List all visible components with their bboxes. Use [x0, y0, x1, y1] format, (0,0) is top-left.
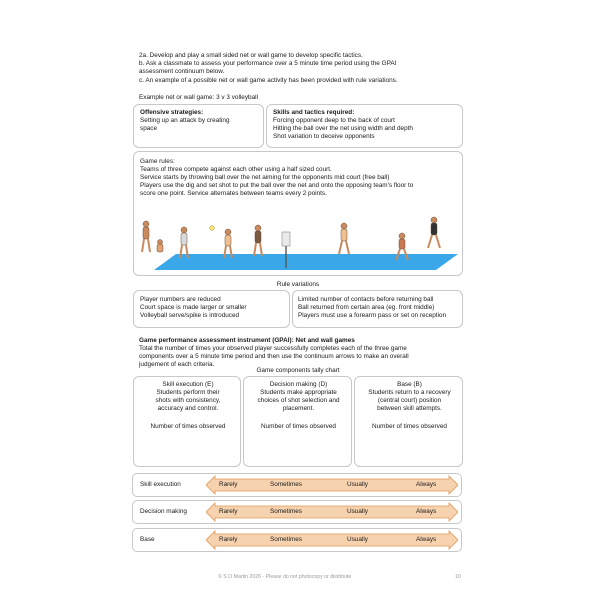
tally-col-decision-making — [243, 376, 352, 467]
offensive-strategies-box — [133, 104, 264, 148]
gpai-line: components over a 5 minute time period and then use the continuum arrows to make an overall — [139, 353, 409, 360]
player-figure — [180, 227, 188, 258]
game-rules-line: Game rules: — [140, 158, 175, 165]
skills-tactics-box — [266, 104, 463, 148]
tally-col-title: Skill execution (E) — [162, 381, 214, 388]
continuum-row-label: Base — [140, 536, 155, 543]
intro-line-b2: assessment continuum below. — [139, 68, 225, 75]
net — [282, 232, 290, 246]
continuum-row-label: Skill execution — [140, 481, 181, 488]
rule-variations-title: Rule variations — [276, 281, 320, 288]
offensive-line: space — [140, 125, 158, 132]
scale-usually[interactable]: Usually — [347, 481, 368, 488]
skills-heading: Skills and tactics required: — [273, 109, 355, 116]
intro-line-a: 2a. Develop and play a small sided net or wall game to develop specific tactics. — [139, 52, 363, 59]
skills-line: Hitting the ball over the net using width and depth — [273, 125, 413, 132]
court-floor — [154, 254, 458, 270]
volleyball-court-illustration — [136, 214, 462, 272]
tally-col-desc: between skill attempts. — [377, 405, 442, 412]
scale-always[interactable]: Always — [416, 481, 437, 488]
tally-col-desc: (central court) position — [377, 397, 442, 404]
tally-col-title: Base (B) — [397, 381, 422, 388]
gpai-line: judgement of each criteria. — [139, 361, 215, 368]
skills-line: Shot variation to deceive opponents — [273, 133, 375, 140]
player-figure — [224, 229, 232, 258]
player-figure — [254, 225, 262, 256]
continuum-row-decision-making — [132, 500, 462, 524]
scale-sometimes[interactable]: Sometimes — [270, 536, 302, 543]
intro-line-b1: b. Ask a classmate to assess your performance over a 5 minute time period using the GPAI — [139, 60, 397, 67]
tally-col-desc: choices of shot selection and — [257, 397, 340, 404]
intro-line-c: c. An example of a possible net or wall game activity has been provided with rule variations. — [139, 77, 398, 84]
offensive-line: Setting up an attack by creating — [140, 117, 230, 124]
tally-col-desc: placement. — [282, 405, 315, 412]
rule-variation-item: Player numbers are reduced — [140, 296, 221, 303]
rule-variation-item: Volleyball serve/spike is introduced — [140, 312, 240, 319]
rule-variation-item: Limited number of contacts before returning ball — [298, 296, 434, 303]
offensive-heading: Offensive strategies: — [140, 109, 204, 116]
page-number: 10 — [455, 574, 461, 580]
game-rules-box — [133, 151, 463, 276]
continuum-row-label: Decision making — [140, 508, 187, 515]
example-label: Example net or wall game: 3 v 3 volleyball — [139, 94, 258, 101]
tally-col-desc: Students make appropriate — [260, 389, 337, 396]
player-figure — [142, 221, 150, 252]
scale-usually[interactable]: Usually — [347, 536, 368, 543]
footer-copyright: © S O Martin 2026 - Please do not photocopy or distribute — [218, 574, 352, 580]
continuum-row-base — [132, 528, 462, 552]
scale-sometimes[interactable]: Sometimes — [270, 481, 302, 488]
player-figure — [428, 217, 440, 248]
tally-count-label[interactable]: Number of times observed — [150, 423, 226, 430]
skills-line: Forcing opponent deep to the back of court — [273, 117, 395, 124]
tally-col-desc: Students return to a recovery — [368, 389, 451, 396]
scale-always[interactable]: Always — [416, 536, 437, 543]
rule-variations-right-box — [292, 290, 463, 328]
tally-col-skill-execution — [133, 376, 241, 467]
tally-col-title: Decision making (D) — [269, 381, 328, 388]
game-rules-line: Teams of three compete against each other using a half sized court. — [140, 166, 332, 173]
tally-count-label[interactable]: Number of times observed — [261, 423, 336, 430]
scale-sometimes[interactable]: Sometimes — [270, 508, 302, 515]
tally-col-desc: Students perform their — [156, 389, 220, 396]
tally-col-base — [354, 376, 463, 467]
player-figure — [339, 223, 349, 254]
scale-rarely[interactable]: Rarely — [219, 481, 238, 488]
tally-col-desc: accuracy and control. — [157, 405, 219, 412]
game-rules-line: Service starts by throwing ball over the net aiming for the opponents mid court (free ball) — [140, 174, 390, 181]
player-figure — [157, 240, 163, 253]
game-rules-line: score one point. Service alternates between teams every 2 points. — [140, 190, 327, 197]
rule-variation-item: Players must use a forearm pass or set on reception — [298, 312, 447, 319]
game-rules-line: Players use the dig and set shot to put the ball over the net and onto the opposing team's floor to — [140, 182, 414, 189]
scale-rarely[interactable]: Rarely — [219, 508, 238, 515]
tally-chart-title: Game components tally chart — [256, 367, 340, 374]
scale-rarely[interactable]: Rarely — [219, 536, 238, 543]
rule-variation-item: Court space is made larger or smaller — [140, 304, 247, 311]
continuum-row-skill-execution — [132, 473, 462, 497]
rule-variation-item: Ball returned from certain area (eg. front middle) — [298, 304, 435, 311]
scale-usually[interactable]: Usually — [347, 508, 368, 515]
scale-always[interactable]: Always — [416, 508, 437, 515]
tally-col-desc: shots with consistency, — [155, 397, 221, 404]
gpai-heading: Game performance assessment instrument (GPAI): Net and wall games — [139, 337, 355, 344]
gpai-line: Total the number of times your observed player successfully completes each of the three game — [139, 345, 407, 352]
rule-variations-left-box — [133, 290, 290, 328]
volleyball-ball — [210, 226, 215, 231]
tally-count-label[interactable]: Number of times observed — [372, 423, 447, 430]
